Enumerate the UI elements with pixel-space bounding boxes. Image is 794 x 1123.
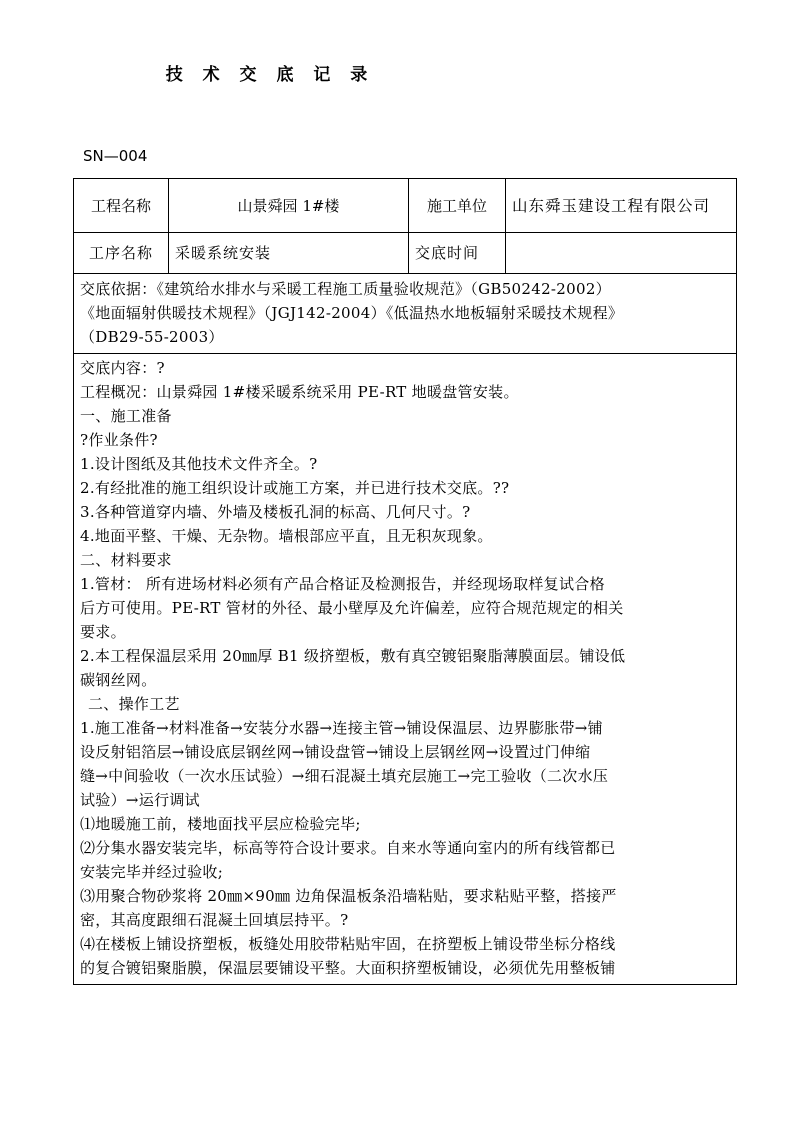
- content-line: 4.地面平整、干燥、无杂物。墙根部应平直，且无积灰现象。: [80, 527, 493, 545]
- content-line: 1.设计图纸及其他技术文件齐全。?: [80, 455, 318, 473]
- content-line: 试验）→运行调试: [80, 791, 200, 809]
- content-line: 碳钢丝网。: [80, 671, 157, 689]
- document-title: 技 术 交 底 记 录: [165, 65, 375, 85]
- section-heading: 一、施工准备: [80, 407, 172, 425]
- content-row: [74, 354, 737, 985]
- content-line: ?作业条件?: [80, 431, 158, 449]
- briefing-date-label: 交底时间: [409, 233, 506, 274]
- basis-line: （DB29-55-2003）: [80, 328, 224, 346]
- content-line: 2.有经批准的施工组织设计或施工方案，并已进行技术交底。??: [80, 479, 510, 497]
- briefing-date-value: [506, 233, 737, 274]
- content-line: ⑷在楼板上铺设挤塑板，板缝处用胶带粘贴牢固，在挤塑板上铺设带坐标分格线: [80, 935, 616, 953]
- content-line: 1.施工准备→材料准备→安装分水器→连接主管→铺设保温层、边界膨胀带→铺: [80, 719, 603, 737]
- content-line: 交底内容：?: [80, 359, 165, 377]
- project-name-value: 山景舜园 1#楼: [169, 179, 409, 233]
- technical-briefing-form: [73, 178, 737, 985]
- content-line: 3.各种管道穿内墙、外墙及楼板孔洞的标高、几何尺寸。?: [80, 503, 471, 521]
- process-name-label: 工序名称: [74, 233, 169, 274]
- content-line: 2.本工程保温层采用 20㎜厚 B1 级挤塑板，敷有真空镀铝聚脂薄膜面层。铺设低: [80, 647, 626, 665]
- contractor-label: 施工单位: [409, 179, 506, 233]
- content-line: 要求。: [80, 623, 126, 641]
- content-line: 密，其高度跟细石混凝土回填层持平。?: [80, 911, 349, 929]
- briefing-content: [74, 354, 737, 985]
- basis-line: 交底依据：《建筑给水排水与采暖工程施工质量验收规范》（GB50242-2002）: [80, 280, 611, 298]
- content-line: 安装完毕并经过验收;: [80, 863, 224, 881]
- header-row-process: [74, 233, 737, 274]
- content-line: ⑶用聚合物砂浆将 20㎜×90㎜ 边角保温板条沿墙粘贴，要求粘贴平整，搭接严: [80, 887, 617, 905]
- project-name-label: 工程名称: [74, 179, 169, 233]
- process-name-value: 采暖系统安装: [169, 233, 409, 274]
- briefing-basis: [74, 274, 737, 354]
- content-line: 后方可使用。PE-RT 管材的外径、最小壁厚及允许偏差，应符合规范规定的相关: [80, 599, 624, 617]
- content-line: 1.管材： 所有进场材料必须有产品合格证及检测报告，并经现场取样复试合格: [80, 575, 605, 593]
- header-row-project: [74, 179, 737, 233]
- basis-line: 《地面辐射供暖技术规程》（JGJ142-2004）《低温热水地板辐射采暖技术规程》: [80, 304, 624, 322]
- content-line: ⑴地暖施工前，楼地面找平层应检验完毕;: [80, 815, 361, 833]
- basis-row: [74, 274, 737, 354]
- content-line: 的复合镀铝聚脂膜，保温层要铺设平整。大面积挤塑板铺设，必须优先用整板铺: [80, 959, 616, 977]
- contractor-value: 山东舜玉建设工程有限公司: [506, 179, 737, 233]
- content-line: 设反射铝箔层→铺设底层钢丝网→铺设盘管→铺设上层钢丝网→设置过门伸缩: [80, 743, 591, 761]
- document-number: SN—004: [83, 147, 148, 165]
- content-line: 缝→中间验收（一次水压试验）→细石混凝土填充层施工→完工验收（二次水压: [80, 767, 609, 785]
- section-heading: 二、材料要求: [80, 551, 172, 569]
- content-line: ⑵分集水器安装完毕，标高等符合设计要求。自来水等通向室内的所有线管都已: [80, 839, 616, 857]
- content-line: 工程概况：山景舜园 1#楼采暖系统采用 PE-RT 地暖盘管安装。: [80, 383, 519, 401]
- section-heading: 二、操作工艺: [88, 695, 180, 713]
